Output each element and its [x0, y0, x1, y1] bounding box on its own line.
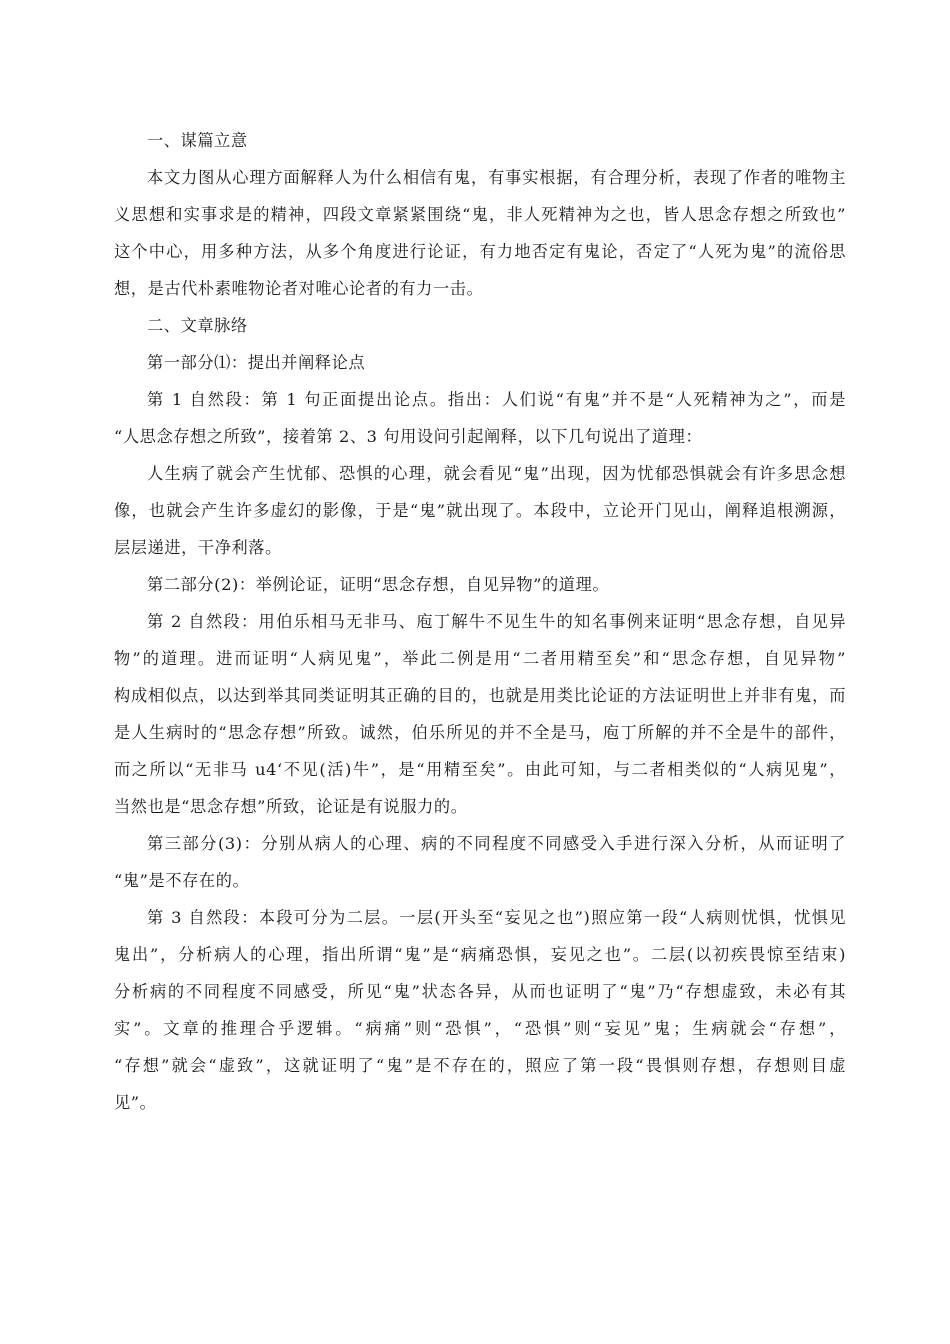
text-line: 义思想和实事求是的精神，四段文章紧紧围绕“鬼，非人死精神为之也，皆人思念存想之所致也” — [114, 205, 846, 224]
text-line: 第一部分⑴：提出并阐释论点 — [147, 353, 366, 372]
text-line: 第 3 自然段：本段可分为二层。一层(开头至“妄见之也”)照应第一段“人病则忧惧，忧惧见 — [147, 908, 846, 927]
text-line: “人思念存想之所致”，接着第 2、3 句用设问引起阐释，以下几句说出了道理： — [114, 427, 703, 446]
text-line: 第 2 自然段：用伯乐相马无非马、庖丁解牛不见生牛的知名事例来证明“思念存想，自见异 — [147, 612, 846, 631]
text-line: 实”。文章的推理合乎逻辑。“病痛”则“恐惧”，“恐惧”则“妄见”鬼；生病就会“存想”， — [114, 1019, 846, 1038]
text-line: 一、谋篇立意 — [147, 131, 248, 150]
text-line: 二、文章脉络 — [147, 316, 248, 335]
text-line: 像，也就会产生许多虚幻的影像，于是“鬼”就出现了。本段中，立论开门见山，阐释追根溯源， — [114, 501, 846, 520]
text-line: 当然也是“思念存想”所致，论证是有说服力的。 — [114, 797, 468, 816]
text-line: 见”。 — [114, 1093, 157, 1112]
text-line: 本文力图从心理方面解释人为什么相信有鬼，有事实根据，有合理分析，表现了作者的唯物主 — [147, 168, 846, 187]
text-line: 想，是古代朴素唯物论者对唯心论者的有力一击。 — [114, 279, 484, 298]
text-line: 人生病了就会产生忧郁、恐惧的心理，就会看见“鬼”出现，因为忧郁恐惧就会有许多思念想 — [147, 464, 846, 483]
text-line: 第三部分(3)：分别从病人的心理、病的不同程度不同感受入手进行深入分析，从而证明了 — [147, 834, 846, 853]
text-line: 是人生病时的“思念存想”所致。诚然，伯乐所见的并不全是马，庖丁所解的并不全是牛的部件， — [114, 723, 846, 742]
text-line: 层层递进，干净利落。 — [114, 538, 282, 557]
text-line: 第二部分(2)：举例论证，证明“思念存想，自见异物”的道理。 — [147, 575, 610, 594]
text-line: 物”的道理。进而证明“人病见鬼”，举此二例是用“二者用精至矣”和“思念存想，自见异物” — [114, 649, 846, 668]
text-line: 这个中心，用多种方法，从多个角度进行论证，有力地否定有鬼论，否定了“人死为鬼”的流俗思 — [114, 242, 846, 261]
text-line: 构成相似点，以达到举其同类证明其正确的目的，也就是用类比论证的方法证明世上并非有鬼，而 — [114, 686, 846, 705]
text-line: 第 1 自然段：第 1 句正面提出论点。指出：人们说“有鬼”并不是“人死精神为之”，而是 — [147, 390, 846, 409]
text-line: 分析病的不同程度不同感受，所见“鬼”状态各异，从而也证明了“鬼”乃“存想虚致，未必有其 — [114, 982, 846, 1001]
text-line: 而之所以“无非马 u4‘不见(活)牛”，是“用精至矣”。由此可知，与二者相类似的“人病见鬼”， — [114, 760, 846, 779]
text-line: 鬼出”，分析病人的心理，指出所谓“鬼”是“病痛恐惧，妄见之也”。二层(以初疾畏惊至结束) — [114, 945, 846, 964]
document-body — [114, 122, 846, 1121]
text-line: “鬼”是不存在的。 — [114, 871, 250, 890]
text-line: “存想”就会“虚致”，这就证明了“鬼”是不存在的，照应了第一段“畏惧则存想，存想则目虚 — [114, 1056, 846, 1075]
